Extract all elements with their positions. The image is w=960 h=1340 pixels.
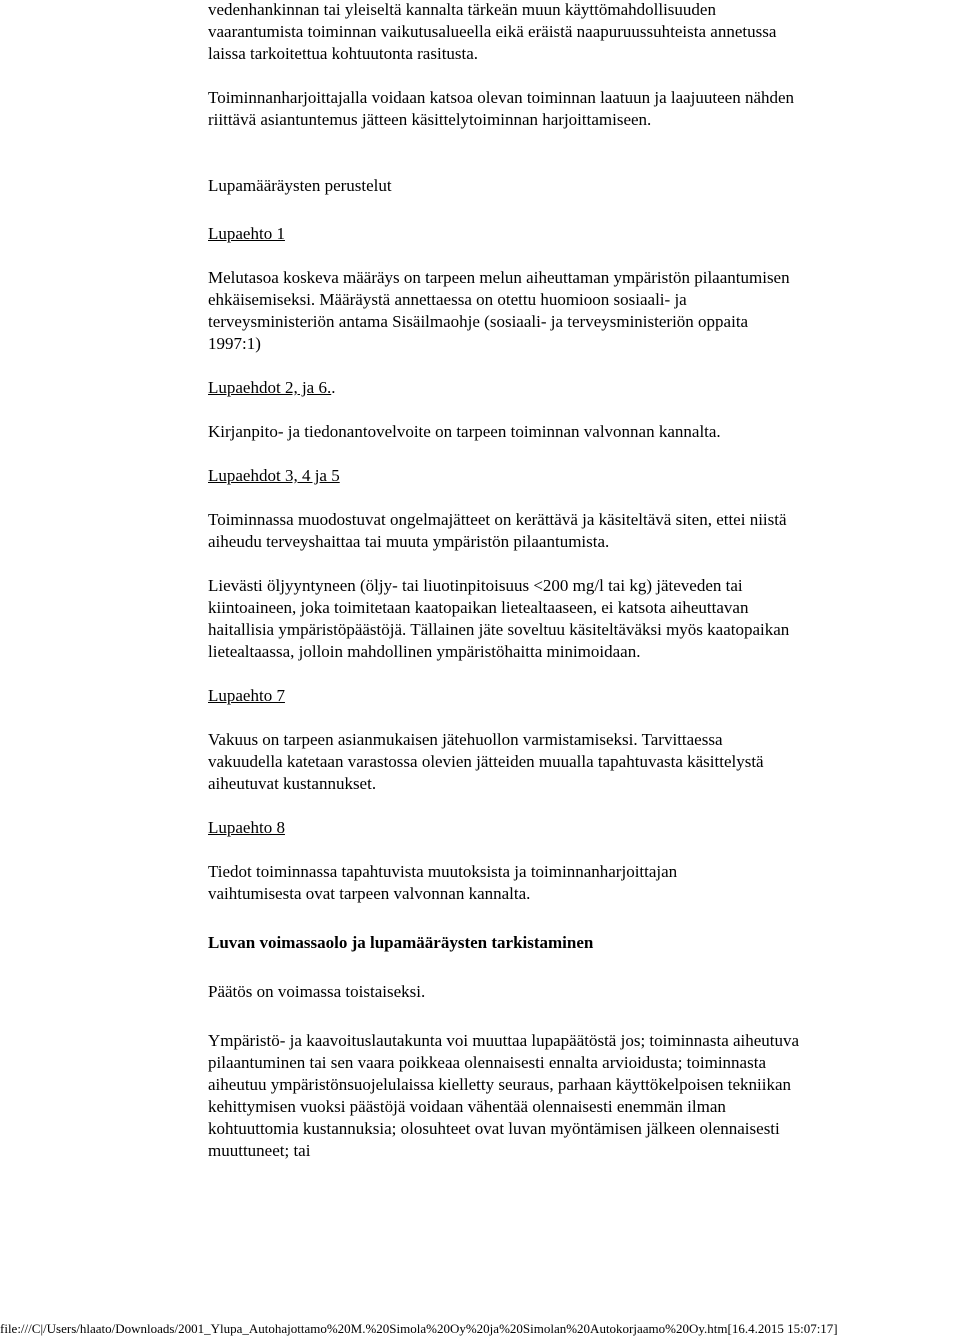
paragraph-bookkeeping: Kirjanpito- ja tiedonantovelvoite on tarpeen toiminnan valvonnan kannalta.	[208, 422, 721, 441]
heading-lupaehdot-3-4-5: Lupaehdot 3, 4 ja 5	[208, 466, 340, 485]
heading-lupaehdot-2-6-text: Lupaehdot 2, ja 6.	[208, 378, 332, 397]
heading-lupaehto-1: Lupaehto 1	[208, 224, 285, 243]
page-url-footer: file:///C|/Users/hlaato/Downloads/2001_Ylupa_Autohajottamo%20M.%20Simola%20Oy%20ja%20Simolan%20Autokorjaamo%20Oy.htm[16.4.2015 15:07:17]	[0, 1321, 838, 1336]
paragraph-amendment: Ympäristö- ja kaavoituslautakunta voi muuttaa lupapäätöstä jos; toiminnasta aiheutuva pilaantuminen tai sen vaara poikkeaa olennaisesti ennalta arvioidusta; toiminnasta aiheutuu ympäristönsuojelulaissa kielletty seuraus, parhaan käyttökelpoisen tekniikan kehittymisen vuoksi päästöjä voidaan vähentää olennaisesti enemmän ilman kohtuuttomia kustannuksia; olosuhteet ovat luvan myöntämisen jälkeen olennaisesti muuttuneet; tai	[208, 1031, 800, 1160]
paragraph-guarantee: Vakuus on tarpeen asianmukaisen jätehuollon varmistamiseksi. Tarvittaessa vakuudella katetaan varastossa olevien jätteiden muualla tapahtuvasta käsittelystä aiheutuvat kustannukset.	[208, 730, 764, 793]
heading-lupaehdot-2-6-tail: .	[331, 378, 336, 397]
paragraph-intro: vedenhankinnan tai yleiseltä kannalta tärkeän muun käyttömahdollisuuden vaarantumista toiminnan vaikutusalueella eikä eräistä naapuruussuhteista annetussa laissa tarkoitettua kohtuutonta rasitusta.	[208, 0, 777, 63]
paragraph-changes: Tiedot toiminnassa tapahtuvista muutoksista ja toiminnanharjoittajan vaihtumisesta ovat tarpeen valvonnan kannalta.	[208, 862, 678, 903]
section-title: Lupamääräysten perustelut	[208, 176, 392, 195]
paragraph-oily-waste: Lievästi öljyyntyneen (öljy- tai liuotinpitoisuus <200 mg/l tai kg) jäteveden tai kiintoaineen, joka toimitetaan kaatopaikan lietealtaaseen, ei katsota aiheuttavan haitallisia ympäristöpäästöjä. Tällainen jäte soveltuu käsiteltäväksi myös kaatopaikan lietealtaassa, jolloin mahdollinen ympäristöhaitta minimoidaan.	[208, 576, 790, 661]
paragraph-expertise: Toiminnanharjoittajalla voidaan katsoa olevan toiminnan laatuun ja laajuuteen nähden riittävä asiantuntemus jätteen käsittelytoiminnan harjoittamiseen.	[208, 88, 795, 129]
paragraph-noise: Melutasoa koskeva määräys on tarpeen melun aiheuttaman ympäristön pilaantumisen ehkäisemiseksi. Määräystä annettaessa on otettu huomioon sosiaali- ja terveysministeriön antama Sisäilmaohje (sosiaali- ja terveysministeriön oppaita 1997:1)	[208, 268, 790, 353]
paragraph-validity: Päätös on voimassa toistaiseksi.	[208, 982, 426, 1001]
document-body	[208, 0, 908, 1162]
heading-lupaehto-8: Lupaehto 8	[208, 818, 285, 837]
heading-lupaehto-7: Lupaehto 7	[208, 686, 285, 705]
heading-voimassaolo: Luvan voimassaolo ja lupamääräysten tarkistaminen	[208, 933, 594, 952]
paragraph-hazardous-waste: Toiminnassa muodostuvat ongelmajätteet on kerättävä ja käsiteltävä siten, ettei niistä aiheudu terveyshaittaa tai muuta ympäristön pilaantumista.	[208, 510, 787, 551]
heading-lupaehdot-2-6	[208, 377, 908, 399]
